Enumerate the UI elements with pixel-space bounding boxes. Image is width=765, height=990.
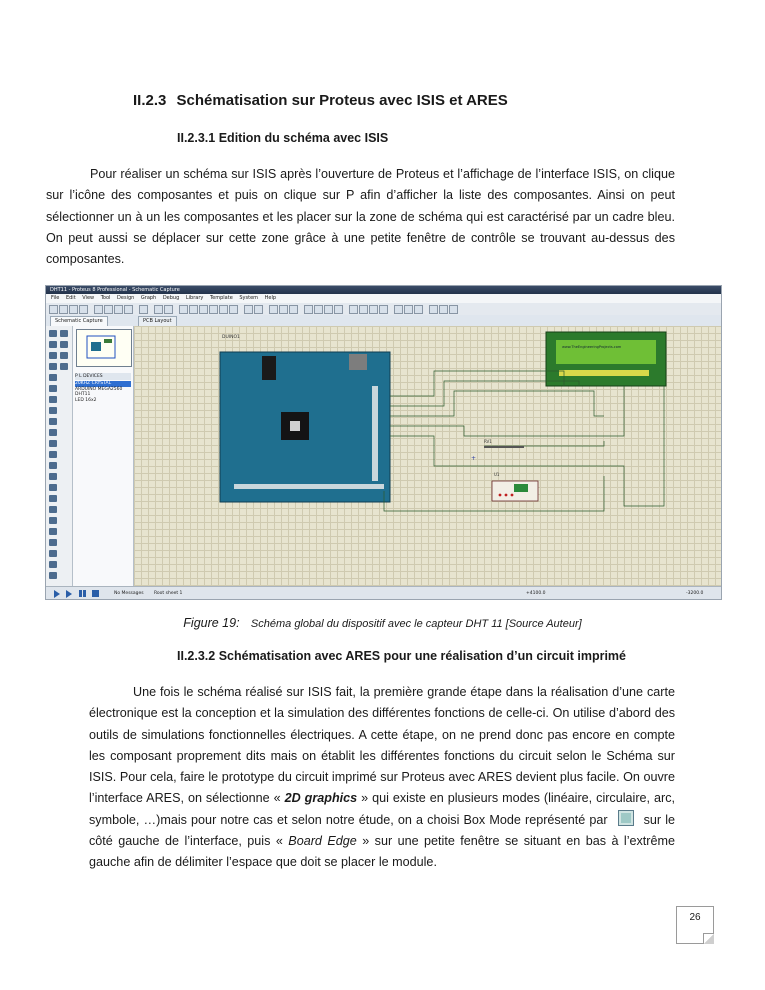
paragraph-1-text: Pour réaliser un schéma sur ISIS après l’ouverture de Proteus et l’affichage de l’interface ISIS, on clique sur l’icône des composantes et puis on clique sur P afin d’afficher la liste des composantes. Ainsi on peut sélectionner un à un les composantes et les placer sur la zone de schéma qui est caractérisé par un cadre bleu. On peut aussi se déplacer sur cette zone grâce à une petite fenêtre de contrôle se trouvant au-dessus des composantes.	[46, 167, 675, 267]
ares-icon[interactable]	[124, 305, 133, 314]
overview-window[interactable]	[76, 329, 132, 367]
device-panel	[73, 326, 134, 586]
terminal-icon[interactable]	[49, 407, 57, 414]
emphasis-2d-graphics: 2D graphics	[284, 791, 358, 806]
paragraph-2-part-2: » qui existe en plusieurs modes (linéaire, circulaire, arc, symbole, …)mais pour notre cas et selon notre étude, on a choisi Box Mode représenté par	[89, 791, 675, 827]
menu-template[interactable]: Template	[209, 295, 233, 301]
box-mode-icon	[618, 810, 634, 826]
decompose-icon[interactable]	[379, 305, 388, 314]
current-probe-icon[interactable]	[49, 473, 57, 480]
menu-bar	[46, 294, 721, 303]
menu-file[interactable]: File	[51, 295, 60, 301]
bus-icon[interactable]	[49, 385, 57, 392]
zoom-in-icon[interactable]	[199, 305, 208, 314]
lcd-screen	[556, 340, 656, 364]
import-icon[interactable]	[79, 305, 88, 314]
lcd-pins	[559, 370, 649, 376]
paragraph-2-text	[89, 682, 675, 874]
block-rotate-icon[interactable]	[324, 305, 333, 314]
schematic-canvas[interactable]	[134, 326, 721, 586]
power-jack	[349, 354, 367, 370]
subsection-1-title: Edition du schéma avec ISIS	[218, 131, 389, 145]
tab-pcb-layout[interactable]: PCB Layout	[138, 316, 177, 327]
section-title: Schématisation sur Proteus avec ISIS et ARES	[176, 92, 508, 109]
block-delete-icon[interactable]	[334, 305, 343, 314]
search-icon[interactable]	[404, 305, 413, 314]
menu-graph[interactable]: Graph	[140, 295, 157, 301]
paragraph-1	[46, 164, 675, 270]
board-label: DUINO1	[222, 335, 240, 340]
property-assign-icon[interactable]	[414, 305, 423, 314]
wire	[390, 371, 564, 396]
sensor-led	[511, 494, 514, 497]
make-device-icon[interactable]	[359, 305, 368, 314]
arc-icon[interactable]	[49, 528, 57, 535]
stop-icon[interactable]	[92, 590, 99, 597]
origin-icon[interactable]	[179, 305, 188, 314]
selection-mode-icon[interactable]	[49, 330, 57, 337]
figure-caption	[0, 616, 765, 630]
coordinate-y: -3200.0	[686, 591, 704, 596]
packaging-icon[interactable]	[369, 305, 378, 314]
menu-view[interactable]: View	[82, 295, 95, 301]
chip-mark	[290, 421, 300, 431]
tab-schematic-capture[interactable]: Schematic Capture	[50, 316, 108, 327]
graph-icon[interactable]	[49, 429, 57, 436]
section-number: II.2.3	[133, 92, 167, 109]
tab-bar	[46, 315, 721, 326]
window-titlebar: DHT11 - Proteus 8 Professional - Schematic Capture	[46, 286, 721, 294]
subsection-2-number: II.2.3.2	[177, 649, 216, 663]
subsection-heading-1	[177, 131, 388, 145]
rotate-icon[interactable]	[60, 330, 68, 337]
usb-connector	[262, 356, 276, 380]
menu-debug[interactable]: Debug	[162, 295, 180, 301]
menu-tool[interactable]: Tool	[100, 295, 111, 301]
save-icon[interactable]	[69, 305, 78, 314]
zoom-area-icon[interactable]	[229, 305, 238, 314]
instrument-icon[interactable]	[49, 484, 57, 491]
erc-icon[interactable]	[449, 305, 458, 314]
library-icon[interactable]	[104, 305, 113, 314]
figure-caption-text: Schéma global du dispositif avec le capteur DHT 11 [Source Auteur]	[250, 618, 582, 630]
flip-icon[interactable]	[60, 363, 68, 370]
block-move-icon[interactable]	[314, 305, 323, 314]
pin-icon[interactable]	[49, 418, 57, 425]
device-item[interactable]: LED 16x2	[75, 397, 97, 403]
device-item[interactable]: ARDUINO MEGA2560	[75, 386, 123, 392]
emphasis-board-edge: Board Edge	[288, 834, 357, 849]
proteus-screenshot	[45, 285, 722, 600]
symbol-icon[interactable]	[49, 561, 57, 568]
potentiometer	[484, 446, 524, 448]
junction-icon[interactable]	[49, 352, 57, 359]
section-heading	[133, 92, 508, 109]
wire	[390, 391, 604, 416]
step-icon[interactable]	[66, 590, 72, 598]
text-icon[interactable]	[49, 550, 57, 557]
pick-device-icon[interactable]	[349, 305, 358, 314]
subcircuit-icon[interactable]	[49, 396, 57, 403]
schematic-drawing	[134, 326, 721, 586]
cut-icon[interactable]	[269, 305, 278, 314]
paste-icon[interactable]	[289, 305, 298, 314]
grid-icon[interactable]	[164, 305, 173, 314]
text-script-icon[interactable]	[49, 374, 57, 381]
pan-icon[interactable]	[189, 305, 198, 314]
help-icon[interactable]	[139, 305, 148, 314]
coordinate-x: +4100.0	[526, 591, 546, 596]
home-icon[interactable]	[94, 305, 103, 314]
generator-icon[interactable]	[49, 451, 57, 458]
subsection-2-title: Schématisation avec ARES pour une réalisation d’un circuit imprimé	[218, 649, 627, 663]
sensor-led	[499, 494, 502, 497]
sensor-display	[514, 484, 528, 492]
line-icon[interactable]	[49, 495, 57, 502]
box-icon[interactable]	[49, 506, 57, 513]
lcd-text: www.TheEngineeringProjects.com	[562, 345, 622, 349]
figure-number: Figure 19:	[183, 616, 240, 630]
menu-system[interactable]: System	[239, 295, 259, 301]
paragraph-2	[89, 682, 675, 874]
menu-design[interactable]: Design	[117, 295, 135, 301]
play-icon[interactable]	[54, 590, 60, 598]
subsection-1-number: II.2.3.1	[177, 131, 216, 145]
subsection-heading-2	[177, 649, 626, 663]
status-sheet: Root sheet 1	[154, 591, 183, 596]
device-item[interactable]: 20KHZ CRYSTAL	[75, 381, 131, 387]
menu-edit[interactable]: Edit	[65, 295, 76, 301]
netlist-icon[interactable]	[429, 305, 438, 314]
mirror-icon[interactable]	[60, 352, 68, 359]
side-header	[372, 386, 378, 481]
refresh-icon[interactable]	[154, 305, 163, 314]
sensor-label: U1	[494, 472, 500, 477]
device-list	[75, 381, 131, 403]
menu-library[interactable]: Library	[185, 295, 204, 301]
undo-icon[interactable]	[244, 305, 253, 314]
wire-label-icon[interactable]	[49, 363, 57, 370]
bill-of-materials-icon[interactable]	[439, 305, 448, 314]
circle-icon[interactable]	[49, 517, 57, 524]
page-number: 26	[676, 906, 714, 944]
copy-icon[interactable]	[279, 305, 288, 314]
device-item[interactable]: DHT11	[75, 392, 91, 397]
open-icon[interactable]	[59, 305, 68, 314]
block-copy-icon[interactable]	[304, 305, 313, 314]
new-icon[interactable]	[49, 305, 58, 314]
tape-icon[interactable]	[49, 440, 57, 447]
paragraph-2-part-4: » sur une petite fenêtre se situant en bas à l’extrême gauche afin de délimiter l’espace que doit se placer le module.	[89, 834, 675, 870]
resistor-label: RV1	[484, 439, 492, 444]
overview-preview	[77, 330, 131, 366]
path-icon[interactable]	[49, 539, 57, 546]
marker-icon[interactable]	[49, 572, 57, 579]
redo-icon[interactable]	[254, 305, 263, 314]
paragraph-2-part-1: Une fois le schéma réalisé sur ISIS fait, la première grande étape dans la réalisation d’une carte électronique est la conception et la simulation des différentes fonctions de celle-ci. On utilise d’abord des outils de simulations fonctionnelles électriques. A cette étape, on ne prend donc pas encore en compte les composant proprement dits mais on établit les différentes fonctions du circuit selon le Schéma sur ISIS. Pour cela, faire le prototype du circuit imprimé sur Proteus avec ARES devient plus facile. On ouvre l’interface ARES, on sélectionne «	[89, 685, 675, 806]
sensor-led	[505, 494, 508, 497]
status-bar	[46, 586, 721, 600]
wire	[390, 386, 624, 436]
paragraph-2-part-3: sur le côté gauche de l’interface, puis «	[89, 812, 676, 849]
isis-icon[interactable]	[114, 305, 123, 314]
status-messages: No Messages	[114, 591, 144, 596]
cursor-icon: +	[471, 455, 477, 462]
digital-header	[234, 484, 384, 489]
zoom-all-icon[interactable]	[219, 305, 228, 314]
wire-autorouter-icon[interactable]	[394, 305, 403, 314]
pause-icon[interactable]	[79, 590, 82, 597]
component-mode-icon[interactable]	[49, 341, 57, 348]
mode-toolbar	[46, 326, 73, 586]
menu-help[interactable]: Help	[264, 295, 277, 301]
zoom-out-icon[interactable]	[209, 305, 218, 314]
devices-header: P L DEVICES	[75, 373, 131, 380]
rotate-ccw-icon[interactable]	[60, 341, 68, 348]
voltage-probe-icon[interactable]	[49, 462, 57, 469]
wire	[484, 441, 604, 446]
